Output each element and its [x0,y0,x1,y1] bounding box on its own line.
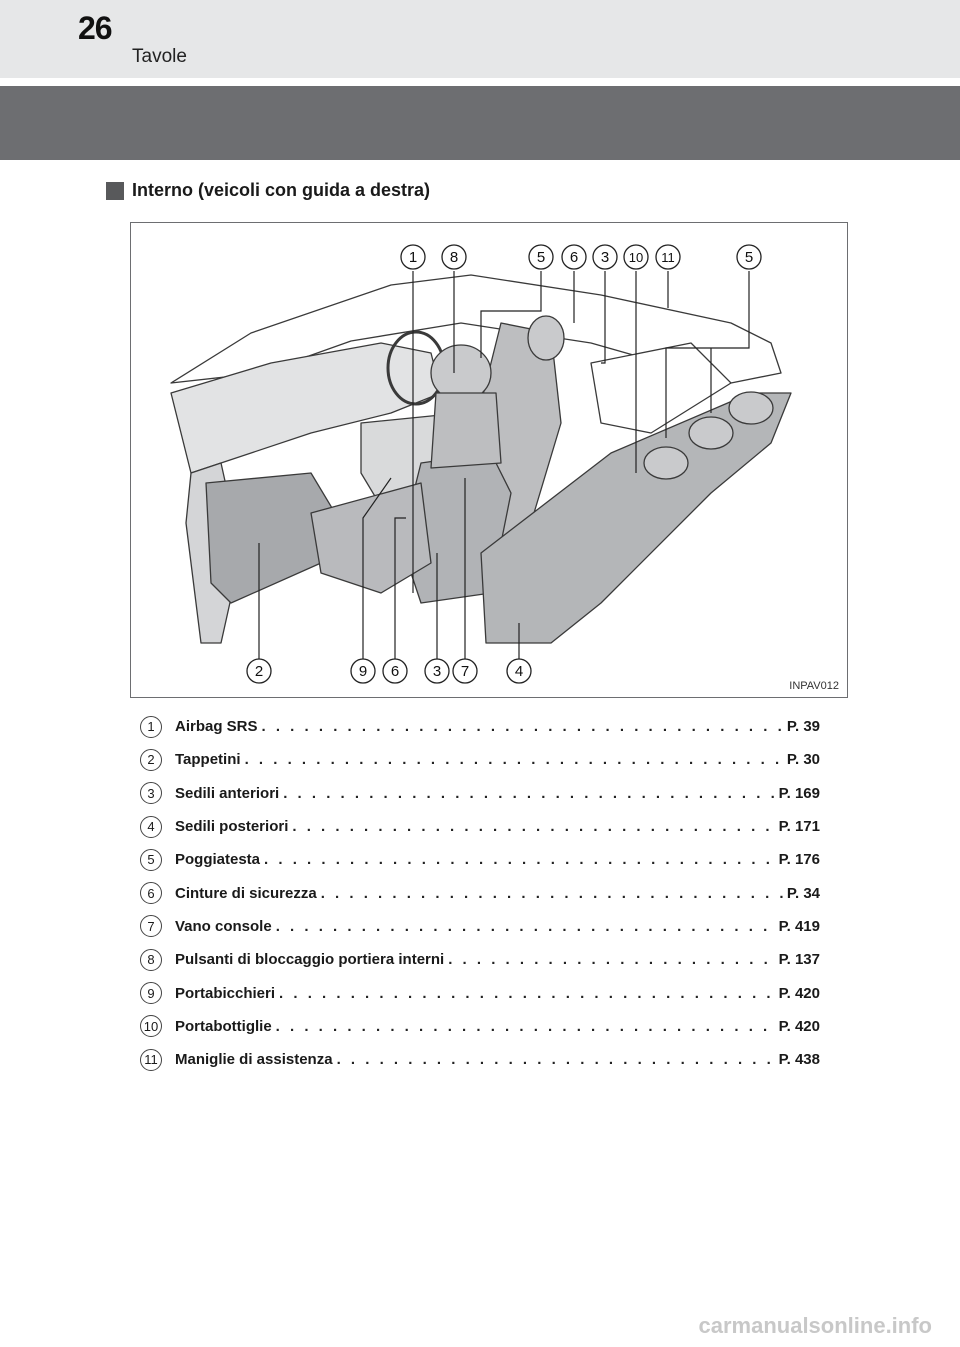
item-label: Sedili anteriori [175,784,280,802]
item-label: Tappetini [175,751,241,769]
item-number-badge: 9 [140,982,162,1004]
page-reference-link[interactable]: P. 420 [778,1017,820,1035]
callout-bottom-2 [247,659,271,683]
page-reference-link[interactable]: P. 30 [786,751,820,769]
svg-text:7: 7 [460,663,470,680]
callout-top-3 [593,245,617,269]
page-reference-link[interactable]: P. 34 [786,884,820,902]
svg-text:5: 5 [744,249,754,266]
callout-top-8 [442,245,466,269]
item-label: Poggiatesta [175,851,261,869]
leader-dots [264,851,775,868]
svg-text:3: 3 [432,663,442,680]
svg-text:10: 10 [628,250,644,265]
page-reference-link[interactable]: P. 420 [778,984,820,1002]
callout-bottom-3 [425,659,449,683]
watermark: carmanualsonline.info [698,1313,932,1338]
svg-text:6: 6 [390,663,400,680]
page-reference-link[interactable]: P. 137 [778,951,820,969]
list-item [140,843,820,876]
list-item [140,943,820,976]
interior-figure [130,222,848,698]
item-label: Vano console [175,917,272,935]
item-label: Portabicchieri [175,984,276,1002]
figure-code: INPAV012 [789,680,839,692]
leader-dots [337,1051,775,1068]
svg-text:1: 1 [408,249,418,266]
item-number-badge: 8 [140,949,162,971]
item-label: Cinture di sicurezza [175,884,317,902]
callout-top-10 [624,245,648,269]
list-item [140,876,820,909]
leader-dots [321,885,783,902]
list-item [140,1010,820,1043]
page-number: 26 [78,10,112,46]
item-number-badge: 6 [140,882,162,904]
leader-dots [276,1018,775,1035]
header-bar [0,0,960,78]
page-reference-link[interactable]: P. 169 [778,784,820,802]
item-number-badge: 11 [140,1049,162,1071]
item-number-badge: 2 [140,749,162,771]
leader-dots [245,751,783,768]
list-item [140,743,820,776]
list-item [140,710,820,743]
callout-bottom-9 [351,659,375,683]
page-reference-link[interactable]: P. 419 [778,917,820,935]
item-label: Maniglie di assistenza [175,1051,333,1069]
list-item [140,910,820,943]
svg-text:2: 2 [254,663,264,680]
car-interior-illustration [131,223,847,697]
section-title: Tavole [132,46,187,67]
svg-text:11: 11 [661,250,675,265]
square-bullet-icon [106,182,124,200]
callout-top-1 [401,245,425,269]
list-item [140,1043,820,1076]
callout-top-5b [737,245,761,269]
item-label: Sedili posteriori [175,818,289,836]
component-list [140,710,820,1076]
callout-top-11 [656,245,680,269]
list-item [140,777,820,810]
leader-dots [262,718,783,735]
svg-text:5: 5 [536,249,546,266]
svg-text:9: 9 [358,663,368,680]
callout-bottom-6 [383,659,407,683]
item-number-badge: 5 [140,849,162,871]
leader-dots [292,818,774,835]
item-number-badge: 4 [140,816,162,838]
leader-dots [448,951,774,968]
callout-bottom-4 [507,659,531,683]
leader-dots [276,918,775,935]
item-number-badge: 1 [140,716,162,738]
page-reference-link[interactable]: P. 176 [778,851,820,869]
callout-top-5 [529,245,553,269]
svg-text:8: 8 [449,249,459,266]
list-item [140,976,820,1009]
subsection-title: Interno (veicoli con guida a destra) [132,180,431,200]
page-reference-link[interactable]: P. 39 [786,718,820,736]
subsection-heading [106,180,430,201]
page-reference-link[interactable]: P. 171 [778,818,820,836]
leader-dots [283,785,774,802]
item-label: Pulsanti di bloccaggio portiera interni [175,951,445,969]
item-number-badge: 7 [140,915,162,937]
list-item [140,810,820,843]
item-label: Airbag SRS [175,718,258,736]
item-number-badge: 3 [140,782,162,804]
callout-top-6 [562,245,586,269]
svg-text:4: 4 [514,663,524,680]
item-label: Portabottiglie [175,1017,272,1035]
item-number-badge: 10 [140,1015,162,1037]
page-reference-link[interactable]: P. 438 [778,1051,820,1069]
leader-dots [279,985,775,1002]
svg-text:6: 6 [569,249,579,266]
svg-text:3: 3 [600,249,610,266]
callout-bottom-7 [453,659,477,683]
header-band [0,86,960,160]
